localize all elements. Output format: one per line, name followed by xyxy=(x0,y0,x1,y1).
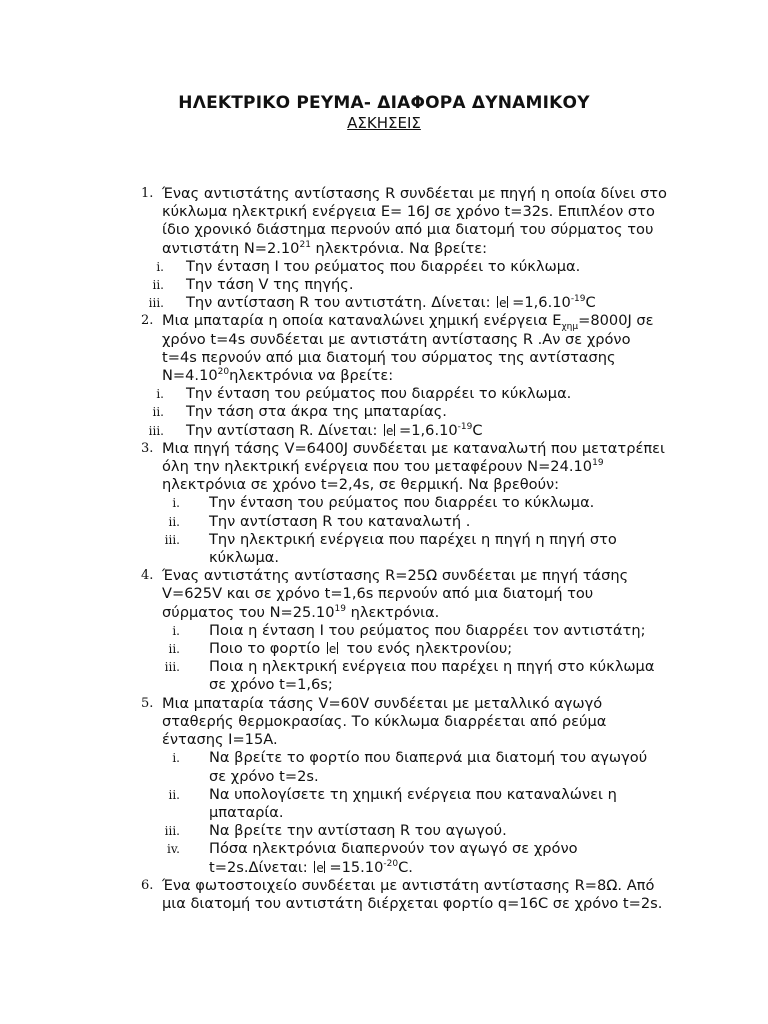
exercise-number: 6. xyxy=(141,877,154,893)
symbol-letter: e xyxy=(386,423,394,438)
text-part: =15.10 xyxy=(329,858,384,876)
text-part: του ενός ηλεκτρονίου; xyxy=(341,640,513,658)
sub-question-text: Ποια η ηλεκτρική ενέργεια που παρέχει η πηγή στο κύκλωμα σε χρόνο t=1,6s; xyxy=(209,658,655,694)
roman-numeral: i. xyxy=(172,496,180,511)
sub-question xyxy=(162,640,668,658)
roman-numeral: iii. xyxy=(164,824,180,839)
sub-question xyxy=(162,494,668,512)
sub-question-text: Την ένταση I του ρεύματος που διαρρέει το κύκλωμα. xyxy=(186,257,581,275)
statement-text: Μια μπαταρία τάσης V=60V συνδέεται με μεταλλικό αγωγό σταθερής θερμοκρασίας. Το κύκλωμα διαρρέεται από ρεύμα έντασης I=15A. xyxy=(162,694,607,749)
sub-question-text: Να βρείτε το φορτίο που διαπερνά μια διατομή του αγωγού σε χρόνο t=2s. xyxy=(209,749,648,785)
sub-question xyxy=(156,385,668,403)
roman-numeral: i. xyxy=(172,751,180,766)
roman-numeral: ii. xyxy=(168,642,180,657)
roman-numeral: i. xyxy=(172,623,180,638)
exercise-6 xyxy=(0,877,768,913)
text-part: C. xyxy=(398,858,413,876)
exercise-statement xyxy=(162,312,668,385)
roman-numeral: iii. xyxy=(148,423,164,438)
statement-text: Ένας αντιστάτης αντίστασης R=25Ω συνδέεται με πηγή τάσης V=625V και σε χρόνο t=1,6s περνούν από μια διατομή του σύρματος του N=25.10 xyxy=(162,567,629,621)
text-part: Πόσα ηλεκτρόνια διαπερνούν τον αγωγό σε χρόνο t=2s.Δίνεται: xyxy=(209,840,578,876)
sub-question-text xyxy=(209,640,512,657)
statement-text: Ένας αντιστάτης αντίστασης R συνδέεται με πηγή η οποία δίνει στο κύκλωμα ηλεκτρική ενέργεια E= 16J σε χρόνο t=32s. Επιπλέον στο ίδιο χρονικό διάστημα περνούν από μια διατομή του σύρματος του αντιστάτη N=2.10 xyxy=(162,185,667,257)
sub-question-text: Την ένταση του ρεύματος που διαρρέει το κύκλωμα. xyxy=(209,494,595,512)
exercise-statement xyxy=(162,695,668,750)
text-part: =1,6.10 xyxy=(512,294,571,312)
sub-question xyxy=(162,658,668,694)
sub-question xyxy=(148,421,668,440)
statement-text: ηλεκτρόνια. Να βρείτε: xyxy=(310,239,488,257)
statement-text: ηλεκτρόνια σε χρόνο t=2,4s, σε θερμική. Να βρεθούν: xyxy=(162,476,560,494)
subscript: χημ xyxy=(561,322,579,333)
exercise-3 xyxy=(0,440,768,567)
sub-question xyxy=(162,822,668,840)
exercise-number: 5. xyxy=(141,695,154,711)
roman-numeral: iii. xyxy=(148,296,164,311)
statement-text: ηλεκτρόνια να βρείτε: xyxy=(229,367,394,385)
sub-question xyxy=(148,294,668,312)
statement-text: Μια μπαταρία η οποία καταναλώνει χημική ενέργεια E xyxy=(162,312,562,330)
sub-questions xyxy=(162,622,668,695)
roman-numeral: ii. xyxy=(168,787,180,802)
roman-numeral: iii. xyxy=(164,660,180,675)
exercise-number: 1. xyxy=(141,186,154,201)
sub-question-text: Να υπολογίσετε τη χημική ενέργεια που καταναλώνει η μπαταρία. xyxy=(209,785,617,821)
statement-text: =8000J σε χρόνο t=4s συνδέεται με αντιστάτη αντίστασης R .Αν σε χρόνο t=4s περνούν από μια διατομή του σύρματος της αντίστασης N=4.10 xyxy=(162,312,654,385)
exponent: 19 xyxy=(592,458,604,469)
sub-question xyxy=(162,531,668,567)
exponent: 21 xyxy=(299,239,311,250)
electron-charge-symbol xyxy=(312,861,329,873)
electron-charge-symbol xyxy=(325,642,342,657)
electron-charge-symbol xyxy=(382,424,399,436)
sub-question xyxy=(152,403,668,421)
statement-text: Μια πηγή τάσης V=6400J συνδέεται με καταναλωτή που μετατρέπει όλη την ηλεκτρική ενέργεια που του μεταφέρουν N=24.10 xyxy=(162,439,665,476)
roman-numeral: ii. xyxy=(168,514,180,529)
sub-question-text: Την τάση V της πηγής. xyxy=(186,276,354,294)
roman-numeral: ii. xyxy=(152,405,164,420)
exercise-statement xyxy=(162,877,668,913)
sub-questions xyxy=(148,385,668,440)
sub-question-text: Την ηλεκτρική ενέργεια που παρέχει η πηγή η πηγή στο κύκλωμα. xyxy=(209,530,617,567)
text-part: Την αντίσταση R του αντιστάτη. Δίνεται: xyxy=(186,294,496,312)
exercise-4 xyxy=(0,567,768,694)
sub-question-text xyxy=(209,840,578,875)
roman-numeral: ii. xyxy=(152,278,164,293)
sub-question-text: Την αντίσταση R του καταναλωτή . xyxy=(209,512,471,530)
roman-numeral: i. xyxy=(156,259,164,274)
sub-question xyxy=(162,786,668,822)
exercise-number: 4. xyxy=(141,568,154,584)
sub-question-text xyxy=(186,294,596,311)
sub-question xyxy=(162,840,668,876)
exercise-number: 3. xyxy=(141,440,154,456)
sub-questions xyxy=(148,257,668,313)
sub-question-text: Την τάση στα άκρα της μπαταρίας. xyxy=(186,403,447,421)
roman-numeral: iii. xyxy=(164,532,180,547)
statement-text: ηλεκτρόνια. xyxy=(345,603,440,621)
exponent: -20 xyxy=(383,858,399,869)
statement-text: Ένα φωτοστοιχείο συνδέεται με αντιστάτη αντίστασης R=8Ω. Από μια διατομή του αντιστάτη διέρχεται φορτίο q=16C σε χρόνο t=2s. xyxy=(162,876,663,912)
sub-question-text: Να βρείτε την αντίσταση R του αγωγού. xyxy=(209,822,507,840)
electron-charge-symbol xyxy=(495,296,512,311)
text-part: C xyxy=(472,421,483,439)
exercise-1 xyxy=(0,185,768,312)
exercise-5 xyxy=(0,695,768,877)
sub-question xyxy=(162,622,668,640)
symbol-letter: e xyxy=(499,296,507,311)
page-subtitle: ΑΣΚΗΣΕΙΣ xyxy=(347,114,421,132)
exponent: -19 xyxy=(457,421,473,432)
exercise-2 xyxy=(0,312,768,439)
text-part: =1,6.10 xyxy=(399,421,458,439)
exercise-statement xyxy=(162,567,668,622)
sub-question-text xyxy=(186,422,483,439)
text-part: Ποιο το φορτίο xyxy=(209,640,325,658)
sub-questions xyxy=(162,494,668,567)
sub-question xyxy=(156,257,668,276)
exercise-number: 2. xyxy=(141,313,154,329)
exercise-statement xyxy=(162,440,668,495)
roman-numeral: iv. xyxy=(166,842,180,857)
sub-question-text: Ποια η ένταση I του ρεύματος που διαρρέει τον αντιστάτη; xyxy=(209,621,646,639)
exponent: 20 xyxy=(217,367,230,378)
exercise-statement xyxy=(162,185,668,258)
text-part: Την αντίσταση R. Δίνεται: xyxy=(186,421,383,439)
exercise-list xyxy=(0,185,768,913)
symbol-letter: e xyxy=(316,860,324,875)
sub-question xyxy=(162,513,668,531)
exponent: -19 xyxy=(570,294,586,305)
symbol-letter: e xyxy=(328,642,337,657)
sub-question xyxy=(162,749,668,785)
sub-question xyxy=(152,276,668,294)
page-title: ΗΛΕΚΤΡΙΚΟ ΡΕΥΜΑ- ΔΙΑΦΟΡΑ ΔΥΝΑΜΙΚΟΥ xyxy=(178,93,590,113)
sub-question-text: Την ένταση του ρεύματος που διαρρέει το κύκλωμα. xyxy=(186,385,572,403)
text-part: C xyxy=(585,294,596,312)
exponent: 19 xyxy=(334,603,346,614)
roman-numeral: i. xyxy=(156,387,164,402)
sub-questions xyxy=(162,749,668,876)
